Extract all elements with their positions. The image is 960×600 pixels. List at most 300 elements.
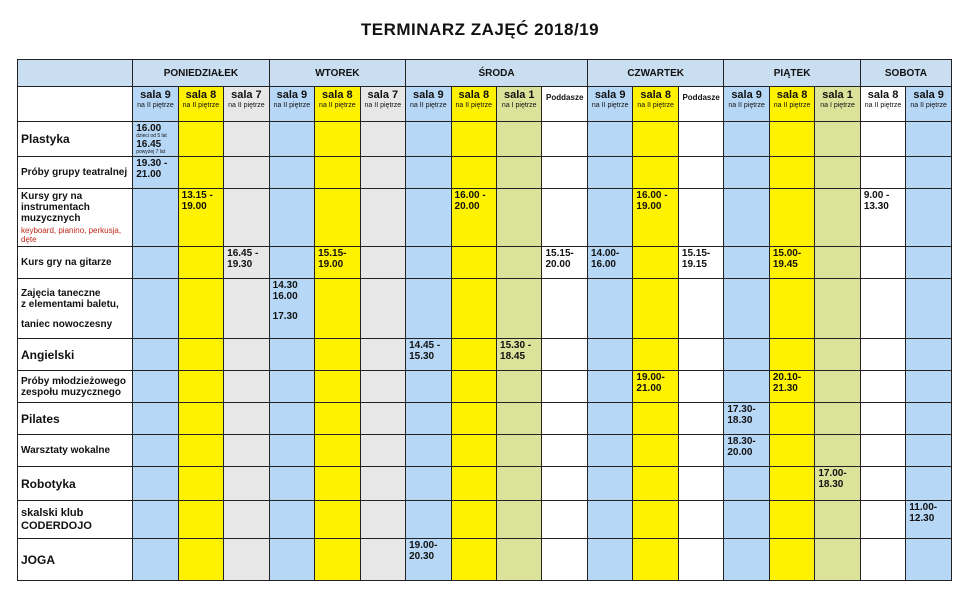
schedule-cell (360, 157, 406, 189)
schedule-cell (678, 189, 723, 247)
schedule-cell (815, 279, 861, 339)
schedule-cell (724, 539, 769, 581)
schedule-cell (678, 467, 723, 501)
schedule-cell (678, 279, 723, 339)
room-header (724, 87, 769, 122)
schedule-cell (451, 435, 496, 467)
schedule-cell (633, 279, 678, 339)
schedule-cell (906, 467, 952, 501)
schedule-cell (497, 539, 542, 581)
schedule-cell (906, 122, 952, 157)
day-thursday: CZWARTEK (587, 60, 723, 87)
schedule-cell (269, 467, 314, 501)
schedule-cell (587, 279, 632, 339)
room-header (633, 87, 678, 122)
schedule-cell: 16.00 - 19.00 (633, 189, 678, 247)
schedule-cell (587, 539, 632, 581)
schedule-cell (678, 122, 723, 157)
schedule-cell (451, 339, 496, 371)
schedule-cell (178, 403, 223, 435)
cell-text: sala 1 (503, 89, 535, 101)
schedule-cell (178, 247, 223, 279)
schedule-cell (815, 247, 861, 279)
schedule-cell (269, 189, 314, 247)
schedule-cell (633, 467, 678, 501)
schedule-cell (724, 279, 769, 339)
schedule-cell (724, 122, 769, 157)
schedule-cell: 13.15 - 19.00 (178, 189, 223, 247)
schedule-cell (542, 339, 587, 371)
schedule-cell (315, 371, 360, 403)
schedule-cell (224, 339, 270, 371)
cell-text: CODERDOJO (21, 519, 92, 532)
schedule-cell (860, 157, 905, 189)
schedule-cell (451, 539, 496, 581)
schedule-cell (724, 501, 769, 539)
schedule-cell: 15.00- 19.45 (769, 247, 814, 279)
schedule-cell (360, 279, 406, 339)
cell-text: na II piętrze (637, 102, 674, 109)
schedule-cell (769, 339, 814, 371)
cell-text: na II piętrze (319, 102, 356, 109)
schedule-cell (633, 435, 678, 467)
schedule-cell (360, 122, 406, 157)
cell-text (21, 310, 129, 319)
schedule-cell: 20.10- 21.30 (769, 371, 814, 403)
cell-text: sala 9 (140, 89, 171, 101)
schedule-cell: 11.00- 12.30 (906, 501, 952, 539)
schedule-cell (769, 122, 814, 157)
activity-kursy-gry (18, 189, 133, 247)
cell-text: sala 8 (322, 89, 353, 101)
schedule-cell (587, 403, 632, 435)
schedule-cell (542, 157, 587, 189)
cell-text: Zajęcia taneczne (21, 287, 101, 299)
cell-text: 16.45 (136, 139, 162, 150)
schedule-cell (133, 435, 178, 467)
cell-text: na II piętrze (273, 102, 311, 109)
day-header-row (18, 60, 952, 87)
schedule-cell: 9.00 - 13.30 (860, 189, 905, 247)
schedule-cell (451, 122, 496, 157)
schedule-cell (860, 435, 905, 467)
schedule-cell (860, 403, 905, 435)
schedule-cell (224, 157, 270, 189)
room-header-row (18, 87, 952, 122)
room-header (678, 87, 723, 122)
activity-coderdojo (18, 501, 133, 539)
schedule-cell (451, 247, 496, 279)
cell-text: 14.30 (272, 280, 298, 291)
schedule-cell (315, 403, 360, 435)
cell-text: na II piętrze (864, 102, 902, 109)
schedule-cell (315, 339, 360, 371)
cell-text: 16.00 (272, 291, 298, 302)
day-monday: PONIEDZIAŁEK (133, 60, 269, 87)
cell-text: na II piętrze (410, 102, 447, 109)
schedule-cell (451, 157, 496, 189)
schedule-cell (360, 371, 406, 403)
cell-text: na II piętrze (591, 102, 629, 109)
schedule-cell (451, 371, 496, 403)
table-row (18, 501, 952, 539)
schedule-cell (815, 435, 861, 467)
schedule-cell (678, 157, 723, 189)
schedule-cell (269, 435, 314, 467)
schedule-cell (678, 435, 723, 467)
day-tuesday: WTOREK (269, 60, 405, 87)
schedule-cell (497, 435, 542, 467)
schedule-cell (133, 279, 178, 339)
instrument-note: keyboard, pianino, perkusja, dęte (21, 226, 122, 244)
schedule-cell (406, 467, 451, 501)
cell-text (273, 302, 311, 311)
schedule-cell (587, 501, 632, 539)
schedule-cell (587, 371, 632, 403)
schedule-cell (497, 157, 542, 189)
cell-text: Kursy gry na instrumentach muzycznych (21, 191, 90, 224)
schedule-cell (451, 467, 496, 501)
schedule-cell (406, 403, 451, 435)
cell-text: skalski klub (21, 506, 84, 519)
cell-text: na II piętrze (773, 102, 811, 109)
schedule-cell (224, 501, 270, 539)
schedule-cell (815, 157, 861, 189)
schedule-cell (224, 539, 270, 581)
cell-text: sala 9 (913, 89, 944, 101)
cell-text: na II piętrze (910, 102, 947, 109)
schedule-cell (815, 501, 861, 539)
room-header (906, 87, 952, 122)
room-header (815, 87, 861, 122)
schedule-cell (497, 279, 542, 339)
table-row (18, 122, 952, 157)
schedule-cell (133, 539, 178, 581)
schedule-cell: 16.00 - 20.00 (451, 189, 496, 247)
cell-text: na II piętrze (182, 102, 220, 109)
activity-plastyka: Plastyka (18, 122, 133, 157)
schedule-cell: 15.30 - 18.45 (497, 339, 542, 371)
schedule-cell (542, 189, 587, 247)
schedule-cell (542, 371, 587, 403)
schedule-cell (815, 403, 861, 435)
schedule-cell (178, 339, 223, 371)
cell-text: sala 7 (367, 89, 399, 101)
schedule-cell (678, 539, 723, 581)
schedule-cell (497, 371, 542, 403)
schedule-cell (224, 403, 270, 435)
schedule-cell (360, 189, 406, 247)
schedule-cell (224, 371, 270, 403)
cell-text: 16.00 (136, 123, 162, 134)
cell-text: sala 8 (776, 89, 808, 101)
schedule-cell (178, 279, 223, 339)
schedule-cell (815, 189, 861, 247)
schedule-cell (133, 122, 178, 157)
cell-text: na I piętrze (820, 102, 855, 109)
table-row (18, 279, 952, 339)
schedule-cell (315, 189, 360, 247)
schedule-cell (224, 122, 270, 157)
room-header (587, 87, 632, 122)
activity-robotyka: Robotyka (18, 467, 133, 501)
cell-text: sala 8 (458, 89, 490, 101)
cell-text: 17.30 (272, 311, 298, 322)
schedule-cell (587, 435, 632, 467)
room-header (315, 87, 360, 122)
schedule-cell (178, 122, 223, 157)
activity-warsztaty: Warsztaty wokalne (18, 435, 133, 467)
cell-text: Poddasze (682, 93, 720, 102)
schedule-cell (133, 247, 178, 279)
schedule-cell (497, 189, 542, 247)
cell-text: sala 8 (185, 89, 217, 101)
cell-text: sala 8 (640, 89, 671, 101)
schedule-cell (178, 467, 223, 501)
room-header (406, 87, 451, 122)
schedule-cell (360, 539, 406, 581)
schedule-cell: 19.00- 21.00 (633, 371, 678, 403)
room-header (269, 87, 314, 122)
room-header (224, 87, 270, 122)
schedule-cell (769, 539, 814, 581)
schedule-cell (451, 403, 496, 435)
schedule-cell (178, 371, 223, 403)
schedule-cell (724, 371, 769, 403)
table-row (18, 157, 952, 189)
schedule-cell (315, 279, 360, 339)
schedule-cell (860, 122, 905, 157)
schedule-cell (860, 371, 905, 403)
schedule-cell (769, 403, 814, 435)
schedule-cell (315, 467, 360, 501)
schedule-cell (542, 435, 587, 467)
schedule-cell (860, 501, 905, 539)
schedule-cell (633, 122, 678, 157)
schedule-cell (133, 467, 178, 501)
schedule-cell (315, 501, 360, 539)
schedule-cell (497, 403, 542, 435)
room-header (860, 87, 905, 122)
schedule-cell (860, 279, 905, 339)
schedule-cell (769, 435, 814, 467)
schedule-cell (860, 539, 905, 581)
schedule-cell (587, 339, 632, 371)
schedule-cell (587, 122, 632, 157)
schedule-cell (860, 467, 905, 501)
room-header (451, 87, 496, 122)
schedule-cell (542, 122, 587, 157)
schedule-cell (269, 371, 314, 403)
table-row (18, 339, 952, 371)
corner-cell (18, 60, 133, 87)
schedule-cell (542, 539, 587, 581)
schedule-cell (497, 501, 542, 539)
schedule-cell (860, 247, 905, 279)
schedule-cell (360, 467, 406, 501)
schedule-cell (815, 371, 861, 403)
cell-text: na II piętrze (228, 102, 265, 109)
schedule-cell (406, 435, 451, 467)
schedule-cell (815, 539, 861, 581)
room-header (542, 87, 587, 122)
cell-text: sala 9 (731, 89, 762, 101)
cell-text: sala 9 (594, 89, 626, 101)
schedule-cell (133, 403, 178, 435)
schedule-cell (769, 501, 814, 539)
activity-proby-mlodziez: Próby młodzieżowego zespołu muzycznego (18, 371, 133, 403)
schedule-cell (406, 501, 451, 539)
schedule-cell (542, 279, 587, 339)
schedule-cell (451, 501, 496, 539)
schedule-cell (406, 122, 451, 157)
room-header (360, 87, 406, 122)
schedule-cell (769, 189, 814, 247)
cell-text: na II piętrze (728, 102, 765, 109)
table-row (18, 403, 952, 435)
table-row (18, 189, 952, 247)
schedule-cell (315, 539, 360, 581)
schedule-cell (542, 501, 587, 539)
table-row (18, 435, 952, 467)
schedule-cell (360, 339, 406, 371)
day-friday: PIĄTEK (724, 60, 860, 87)
schedule-cell (224, 279, 270, 339)
room-header-empty (18, 87, 133, 122)
cell-text: na I piętrze (501, 102, 537, 109)
schedule-cell (360, 501, 406, 539)
schedule-cell (178, 539, 223, 581)
schedule-cell (269, 403, 314, 435)
schedule-cell (906, 371, 952, 403)
schedule-cell (678, 371, 723, 403)
schedule-cell: 14.45 - 15.30 (406, 339, 451, 371)
schedule-cell (269, 122, 314, 157)
schedule-cell (769, 279, 814, 339)
schedule-cell: 17.00- 18.30 (815, 467, 861, 501)
schedule-cell (587, 189, 632, 247)
schedule-cell (633, 247, 678, 279)
schedule-cell (133, 189, 178, 247)
page-title: TERMINARZ ZAJĘĆ 2018/19 (360, 20, 600, 39)
schedule-cell (906, 539, 952, 581)
table-row (18, 467, 952, 501)
schedule-cell (906, 339, 952, 371)
schedule-table (17, 59, 952, 581)
schedule-cell (542, 467, 587, 501)
schedule-cell: 16.45 - 19.30 (224, 247, 270, 279)
cell-text: sala 7 (231, 89, 262, 101)
cell-text: sala 9 (413, 89, 444, 101)
room-header (178, 87, 223, 122)
table-row (18, 539, 952, 581)
schedule-cell (724, 339, 769, 371)
activity-taneczne (18, 279, 133, 339)
schedule-cell (406, 279, 451, 339)
schedule-cell (497, 247, 542, 279)
schedule-cell (224, 189, 270, 247)
cell-text: sala 8 (867, 89, 899, 101)
schedule-cell (724, 467, 769, 501)
schedule-cell (906, 435, 952, 467)
schedule-cell (497, 467, 542, 501)
schedule-cell (587, 157, 632, 189)
cell-text: na II piętrze (455, 102, 493, 109)
schedule-cell (860, 339, 905, 371)
cell-text: na II piętrze (137, 102, 174, 109)
cell-text: z elementami baletu, (21, 298, 119, 310)
schedule-cell (178, 435, 223, 467)
day-wednesday: ŚRODA (406, 60, 588, 87)
schedule-cell (269, 339, 314, 371)
activity-gitara: Kurs gry na gitarze (18, 247, 133, 279)
cell-text: sala 1 (822, 89, 853, 101)
schedule-cell (906, 403, 952, 435)
schedule-cell (133, 339, 178, 371)
schedule-cell: 14.00- 16.00 (587, 247, 632, 279)
schedule-cell (406, 371, 451, 403)
room-header (497, 87, 542, 122)
schedule-cell (269, 501, 314, 539)
activity-proby-teatr: Próby grupy teatralnej (18, 157, 133, 189)
schedule-cell (678, 339, 723, 371)
schedule-cell (724, 189, 769, 247)
schedule-cell (906, 279, 952, 339)
schedule-cell (315, 122, 360, 157)
schedule-cell (769, 157, 814, 189)
schedule-cell (269, 247, 314, 279)
schedule-cell (406, 157, 451, 189)
activity-joga: JOGA (18, 539, 133, 581)
cell-text: powyżej 7 lat (136, 149, 166, 155)
schedule-cell (406, 189, 451, 247)
schedule-cell (542, 403, 587, 435)
schedule-cell (315, 435, 360, 467)
cell-text: Poddasze (546, 93, 584, 102)
cell-text: sala 9 (276, 89, 308, 101)
schedule-cell (769, 467, 814, 501)
cell-text: dzieci od 5 lat (136, 133, 167, 139)
schedule-cell (633, 157, 678, 189)
schedule-cell: 15.15- 19.00 (315, 247, 360, 279)
schedule-cell (451, 279, 496, 339)
schedule-cell (224, 467, 270, 501)
room-header (769, 87, 814, 122)
schedule-cell (633, 539, 678, 581)
schedule-cell: 17.30- 18.30 (724, 403, 769, 435)
schedule-cell (178, 157, 223, 189)
activity-pilates: Pilates (18, 403, 133, 435)
schedule-cell: 15.15- 20.00 (542, 247, 587, 279)
schedule-cell (815, 122, 861, 157)
schedule-cell (178, 501, 223, 539)
cell-text: taniec nowoczesny (21, 318, 113, 330)
schedule-cell (678, 501, 723, 539)
schedule-cell (633, 339, 678, 371)
table-row (18, 371, 952, 403)
schedule-cell (906, 157, 952, 189)
schedule-cell (269, 279, 314, 339)
schedule-cell (906, 189, 952, 247)
schedule-cell (497, 122, 542, 157)
schedule-cell (224, 435, 270, 467)
schedule-cell (724, 247, 769, 279)
schedule-cell (315, 157, 360, 189)
schedule-cell (906, 247, 952, 279)
schedule-cell (815, 339, 861, 371)
schedule-cell: 18.30- 20.00 (724, 435, 769, 467)
activity-angielski: Angielski (18, 339, 133, 371)
